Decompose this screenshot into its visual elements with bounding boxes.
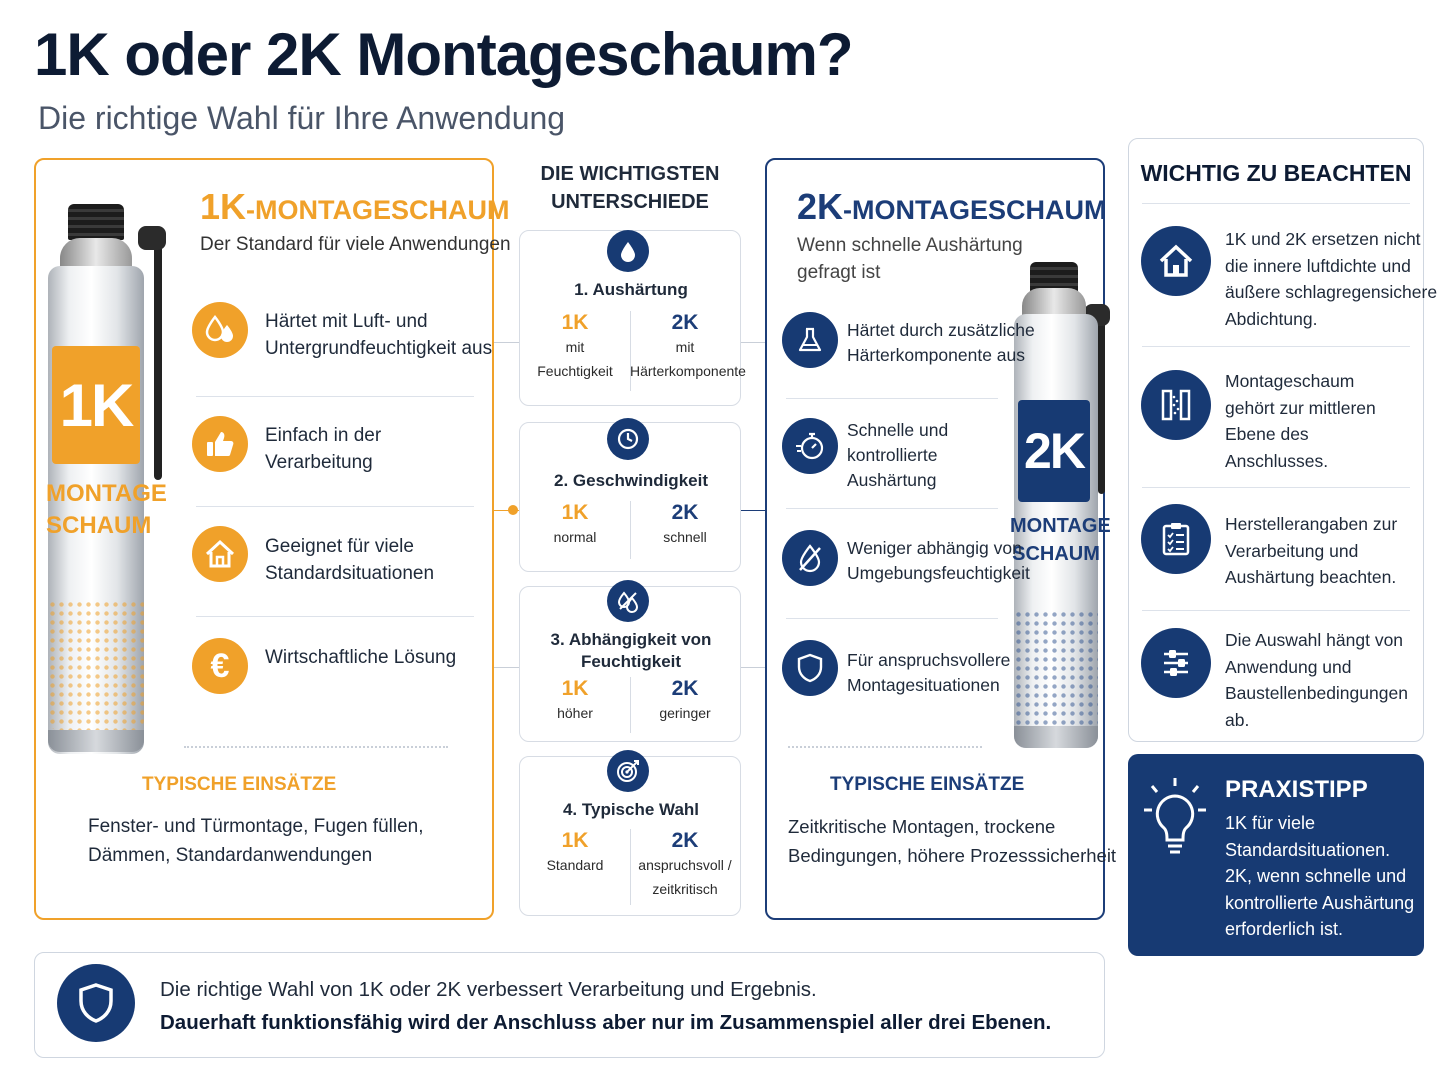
card-2-k2-line1: schnell xyxy=(663,529,707,545)
feature-2k-4-line2: Montagesituationen xyxy=(847,675,1000,695)
can-1k-label-line2: SCHAUM xyxy=(46,512,152,539)
card-3-title-line2: Feuchtigkeit xyxy=(580,652,682,671)
card-1-k1-line2: Feuchtigkeit xyxy=(537,363,613,379)
note-2-line3: Ebene des xyxy=(1225,424,1309,444)
can-1k-label-line1: MONTAGE xyxy=(46,480,167,507)
page-subtitle: Die richtige Wahl für Ihre Anwendung xyxy=(38,100,566,136)
stopwatch-icon xyxy=(782,418,838,474)
panel-1k-title-rest: -MONTAGESCHAUM xyxy=(246,195,510,225)
panel-1k-title xyxy=(200,186,510,228)
panel-2k-title-prefix: 2K xyxy=(797,186,844,227)
note-1-line1: 1K und 2K ersetzen nicht xyxy=(1225,229,1421,249)
panel-2k-subtitle-line2: gefragt ist xyxy=(797,262,881,283)
feature-2k-3-line2: Umgebungsfeuchtigkeit xyxy=(847,563,1030,583)
card-3-k1: 1K xyxy=(561,677,589,700)
feature-1k-1-line2: Untergrundfeuchtigkeit aus xyxy=(265,338,493,359)
can-1k-illustration xyxy=(46,200,176,760)
card-4-k1: 1K xyxy=(561,829,589,852)
note-3-line2: Verarbeitung und xyxy=(1225,540,1359,561)
feature-1k-1-line1: Härtet mit Luft- und xyxy=(265,311,428,332)
panel-1k-title-prefix: 1K xyxy=(200,186,247,227)
note-1-line4: Abdichtung. xyxy=(1225,308,1318,329)
house-icon xyxy=(1141,226,1211,296)
note-2-line4: Anschlusses. xyxy=(1225,450,1329,471)
card-3-k2: 2K xyxy=(671,677,699,700)
card-4-k2-line2: zeitkritisch xyxy=(652,881,718,897)
panel-2k-uses-heading: TYPISCHE EINSÄTZE xyxy=(830,774,1025,795)
target-icon xyxy=(607,750,649,792)
card-2-k2: 2K xyxy=(671,501,699,524)
feature-2k-2-line1: Schnelle und xyxy=(847,420,949,440)
tip-line2: Standardsituationen. xyxy=(1225,839,1391,860)
note-4-line3: Baustellenbedingungen xyxy=(1225,683,1408,703)
droplets-icon xyxy=(192,302,248,358)
notes-heading: WICHTIG ZU BEACHTEN xyxy=(1140,160,1412,186)
tip-line1: 1K für viele xyxy=(1225,813,1316,833)
feature-2k-1-line2: Härterkomponente aus xyxy=(847,345,1026,365)
clipboard-icon xyxy=(1141,504,1211,574)
can-1k-badge-text: 1K xyxy=(59,371,133,439)
page-title: 1K oder 2K Montageschaum? xyxy=(34,21,853,88)
tip-line3: 2K, wenn schnelle und xyxy=(1225,866,1407,886)
panel-2k-subtitle-line1: Wenn schnelle Aushärtung xyxy=(797,235,1023,256)
can-1k-badge xyxy=(52,346,140,464)
bottom-line2: Dauerhaft funktionsfähig wird der Anschluss aber nur im Zusammenspiel aller drei Ebenen. xyxy=(160,1011,1052,1034)
no-moisture-icon xyxy=(782,530,838,586)
middle-heading-line2: UNTERSCHIEDE xyxy=(551,191,709,213)
card-1-title: 1. Aushärtung xyxy=(574,280,688,299)
bottom-line1: Die richtige Wahl von 1K oder 2K verbessert Verarbeitung und Ergebnis. xyxy=(160,978,817,1001)
card-1-k1: 1K xyxy=(561,311,589,334)
panel-1k-uses-line2: Dämmen, Standardanwendungen xyxy=(88,845,373,866)
sliders-icon xyxy=(1141,628,1211,698)
card-2-k1-line1: normal xyxy=(553,529,597,545)
note-2-line1: Montageschaum xyxy=(1225,371,1355,391)
panel-2k-title-rest: -MONTAGESCHAUM xyxy=(843,195,1107,225)
card-4-title: 4. Typische Wahl xyxy=(562,800,700,819)
note-1-line3: äußere schlagregensichere xyxy=(1225,282,1438,302)
panel-2k-uses-line1: Zeitkritische Montagen, trockene xyxy=(788,816,1056,837)
tip-heading: PRAXISTIPP xyxy=(1225,776,1368,803)
wall-layers-icon xyxy=(1141,370,1211,440)
panel-1k-uses-line1: Fenster- und Türmontage, Fugen füllen, xyxy=(88,816,424,837)
humidity-icon xyxy=(607,580,649,622)
feature-1k-2-line2: Verarbeitung xyxy=(265,452,373,473)
card-4-k2: 2K xyxy=(671,829,699,852)
note-1-line2: die innere luftdichte und xyxy=(1225,255,1411,276)
euro-icon: € xyxy=(192,638,248,694)
note-3-line3: Aushärtung beachten. xyxy=(1225,567,1397,587)
can-2k-label-line2: SCHAUM xyxy=(1012,543,1100,565)
card-2-k1: 1K xyxy=(561,501,589,524)
can-2k-badge xyxy=(1018,400,1090,502)
panel-1k-uses-heading: TYPISCHE EINSÄTZE xyxy=(142,774,337,795)
feature-1k-3-line1: Geeignet für viele xyxy=(265,536,414,557)
feature-1k-3-line2: Standardsituationen xyxy=(265,563,435,584)
droplet-icon xyxy=(607,230,649,272)
feature-2k-2-line2: kontrollierte xyxy=(847,445,938,465)
card-1-k2: 2K xyxy=(671,311,699,334)
card-3-k2-line1: geringer xyxy=(659,705,711,721)
card-3-k1-line1: höher xyxy=(557,705,593,721)
can-2k-label-line1: MONTAGE xyxy=(1010,515,1111,537)
card-1-k2-line1: mit xyxy=(675,339,695,355)
note-4-line1: Die Auswahl hängt von xyxy=(1225,630,1404,650)
flask-icon xyxy=(782,312,838,368)
tip-line5: erforderlich ist. xyxy=(1225,919,1344,939)
note-3-line1: Herstellerangaben zur xyxy=(1225,514,1398,534)
feature-2k-3-line1: Weniger abhängig von xyxy=(847,538,1022,558)
middle-heading-line1: DIE WICHTIGSTEN xyxy=(540,163,720,185)
feature-1k-2-line1: Einfach in der xyxy=(265,425,382,446)
tip-line4: kontrollierte Aushärtung xyxy=(1225,892,1415,913)
note-4-line2: Anwendung und xyxy=(1225,656,1352,677)
lightbulb-icon xyxy=(1142,774,1208,864)
card-1-k2-line2: Härterkomponente xyxy=(630,363,746,379)
card-4-k2-line1: anspruchsvoll / xyxy=(638,857,732,873)
shield-icon xyxy=(57,964,135,1042)
panel-2k-uses-line2: Bedingungen, höhere Prozesssicherheit xyxy=(788,845,1117,866)
card-4-k1-line1: Standard xyxy=(546,857,604,873)
card-1-k1-line1: mit xyxy=(565,339,585,355)
card-2-title: 2. Geschwindigkeit xyxy=(554,471,708,490)
feature-2k-4-line1: Für anspruchsvollere xyxy=(847,650,1011,670)
feature-1k-4-line1: Wirtschaftliche Lösung xyxy=(265,647,457,668)
can-2k-badge-text: 2K xyxy=(1024,423,1084,479)
note-2-line2: gehört zur mittleren xyxy=(1225,397,1376,418)
note-4-line4: ab. xyxy=(1225,709,1250,730)
feature-2k-2-line3: Aushärtung xyxy=(847,470,937,490)
house-icon xyxy=(192,526,248,582)
card-3-title-line1: 3. Abhängigkeit von xyxy=(550,630,712,649)
shield-icon xyxy=(782,640,838,696)
feature-2k-1-line1: Härtet durch zusätzliche xyxy=(847,320,1035,340)
clock-icon xyxy=(607,418,649,460)
panel-2k-title xyxy=(797,186,1107,228)
thumbs-up-icon xyxy=(192,416,248,472)
bottom-banner xyxy=(34,952,1105,1058)
panel-1k-subtitle: Der Standard für viele Anwendungen xyxy=(200,234,511,255)
